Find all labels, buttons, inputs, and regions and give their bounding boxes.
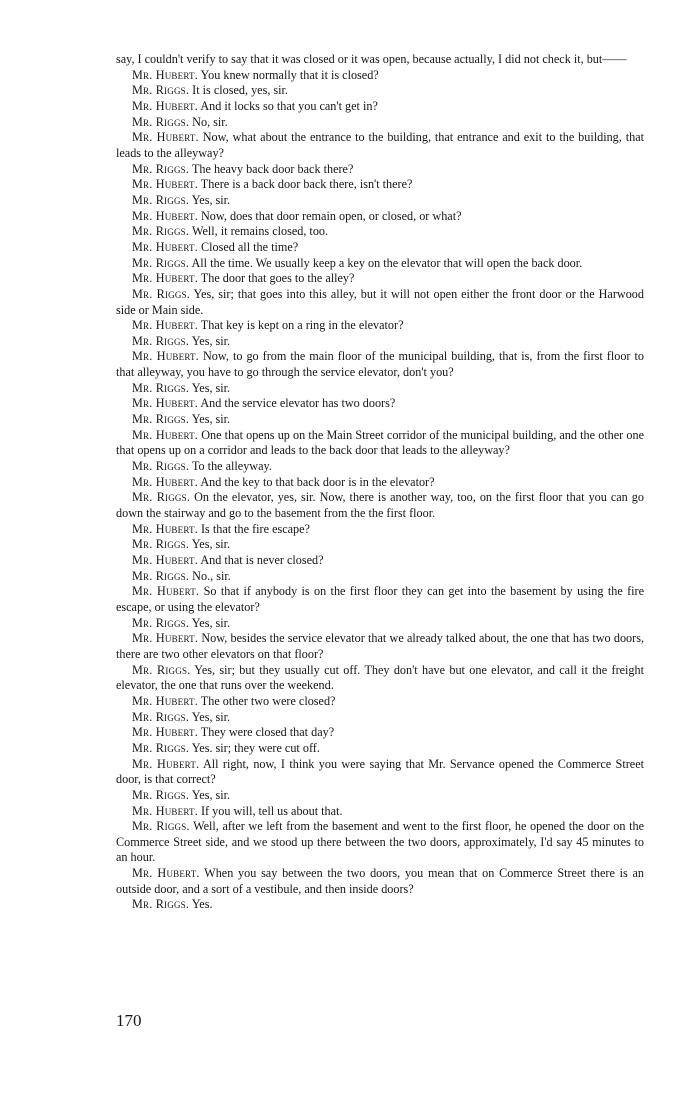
transcript-paragraph [116,897,644,913]
speaker-name: Mr. Hubert. [132,584,200,599]
transcript-paragraph [116,584,644,615]
speech-text: Now, what about the entrance to the building, that entrance and exit to the building, that leads to the alleyway? [116,130,644,160]
speaker-name: Mr. Riggs. [132,787,190,802]
speech-text: To the alleyway. [189,459,272,474]
speech-text: They were closed that day? [197,725,335,740]
transcript-paragraph [116,553,644,569]
speaker-name: Mr. Hubert. [132,396,198,411]
transcript-paragraph [116,381,644,397]
transcript-paragraph [116,490,644,521]
speech-text: So that if anybody is on the first floor they can get into the basement by using the fire escape, or using the elevator? [116,584,644,614]
transcript-paragraph [116,757,644,788]
speech-text: The heavy back door back there? [189,161,354,176]
speech-text: say, I couldn't verify to say that it was closed or it was open, because actually, I did not check it, but—— [116,52,627,66]
transcript-paragraph [116,569,644,585]
speech-text: When you say between the two doors, you mean that on Commerce Street there is an outside door, and a sort of a vestibule, and then inside doors? [116,866,644,896]
transcript-paragraph [116,177,644,193]
speaker-name: Mr. Hubert. [132,803,198,818]
speech-text: Yes, sir. [189,537,231,552]
speaker-name: Mr. Hubert. [132,318,198,333]
speech-text: The other two were closed? [197,693,336,708]
speaker-name: Mr. Riggs. [132,568,190,583]
transcript-paragraph [116,209,644,225]
transcript-paragraph [116,459,644,475]
speech-text: No., sir. [189,568,231,583]
speech-text: Yes. [189,897,213,912]
transcript-paragraph [116,741,644,757]
speaker-name: Mr. Riggs. [132,380,190,395]
speech-text: And it locks so that you can't get in? [197,98,378,113]
transcript-paragraph [116,412,644,428]
speaker-name: Mr. Hubert. [132,866,200,881]
transcript-paragraph [116,537,644,553]
transcript-paragraph [116,616,644,632]
speech-text: Yes, sir. [189,380,231,395]
speech-text: On the elevator, yes, sir. Now, there is another way, too, on the first floor that you can go down the stairway and go to the basement from the the first floor. [116,490,644,521]
speaker-name: Mr. Riggs. [132,662,191,677]
speech-text: Yes, sir; that goes into this alley, but it will not open either the front door or the Harwood side or Main side. [116,286,644,317]
speech-text: You knew normally that it is closed? [197,67,379,82]
speaker-name: Mr. Riggs. [132,537,190,552]
speech-text: There is a back door back there, isn't there? [197,177,413,192]
speech-text: Yes, sir; but they usually cut off. They don't have but one elevator, and call it the freight elevator, the one that runs over the weekend. [116,662,644,693]
speech-text: Well, after we left from the basement and went to the first floor, he opened the door on the Commerce Street side, and we stood up there between the two doors, approximately, I'd say 45 minutes to an hour. [116,819,644,865]
transcript-paragraph [116,396,644,412]
transcript-paragraph [116,663,644,694]
speech-text: It is closed, yes, sir. [189,83,288,98]
speech-text: And that is never closed? [197,553,324,567]
speaker-name: Mr. Riggs. [132,459,190,474]
speech-text: Yes, sir. [189,787,231,802]
speech-text: The door that goes to the alley? [197,271,355,286]
speech-text: Yes, sir. [189,333,231,348]
testimony-text [116,52,644,913]
speaker-name: Mr. Riggs. [132,490,191,505]
speech-text: Closed all the time? [197,239,299,254]
speech-text: Is that the fire escape? [197,521,310,536]
speech-text: All the time. We usually keep a key on the elevator that will open the back door. [189,255,583,270]
speaker-name: Mr. Riggs. [132,224,190,239]
speaker-name: Mr. Hubert. [132,631,199,646]
speech-text: And the key to that back door is in the elevator? [197,474,435,489]
page-number: 170 [116,1011,142,1030]
transcript-paragraph [116,804,644,820]
transcript-paragraph [116,428,644,459]
speaker-name: Mr. Hubert. [132,98,198,113]
transcript-paragraph [116,866,644,897]
speaker-name: Mr. Hubert. [132,725,198,740]
transcript-paragraph [116,99,644,115]
speech-text: Now, besides the service elevator that we already talked about, the one that has two doors, there are two other elevators on that floor? [116,631,644,661]
transcript-paragraph [116,475,644,491]
speaker-name: Mr. Hubert. [132,474,198,489]
transcript-paragraph [116,83,644,99]
transcript-paragraph [116,819,644,866]
transcript-paragraph [116,193,644,209]
speaker-name: Mr. Hubert. [132,521,198,536]
speaker-name: Mr. Riggs. [132,615,190,630]
speaker-name: Mr. Riggs. [132,255,190,270]
speaker-name: Mr. Hubert. [132,208,198,223]
speaker-name: Mr. Hubert. [132,130,199,145]
speaker-name: Mr. Riggs. [132,286,191,301]
speaker-name: Mr. Hubert. [132,239,198,254]
speaker-name: Mr. Riggs. [132,83,190,98]
transcript-paragraph [116,631,644,662]
transcript-paragraph [116,52,644,68]
speech-text: One that opens up on the Main Street corridor of the municipal building, and the other one that opens up on a corridor and leads to the back door that leads to the alleyway? [116,427,644,458]
speaker-name: Mr. Hubert. [132,177,198,192]
speaker-name: Mr. Riggs. [132,333,190,348]
speaker-name: Mr. Hubert. [132,553,198,567]
transcript-paragraph [116,349,644,380]
speaker-name: Mr. Riggs. [132,114,190,129]
transcript-paragraph [116,710,644,726]
speech-text: And the service elevator has two doors? [197,396,396,411]
speech-text: All right, now, I think you were saying that Mr. Servance opened the Commerce Street door, is that correct? [116,756,644,787]
speech-text: Now, to go from the main floor of the municipal building, that is, from the first floor to that alleyway, you have to go through the service elevator, don't you? [116,349,645,380]
transcript-paragraph [116,224,644,240]
speaker-name: Mr. Riggs. [132,412,190,427]
transcript-paragraph [116,240,644,256]
speech-text: No, sir. [189,114,228,129]
transcript-paragraph [116,334,644,350]
transcript-paragraph [116,287,644,318]
speech-text: Yes, sir. [189,615,231,630]
speech-text: That key is kept on a ring in the elevator? [197,318,404,333]
transcript-paragraph [116,68,644,84]
speaker-name: Mr. Riggs. [132,192,190,207]
speech-text: Yes, sir. [189,709,231,724]
speech-text: If you will, tell us about that. [197,803,343,818]
transcript-paragraph [116,115,644,131]
transcript-paragraph [116,162,644,178]
speaker-name: Mr. Riggs. [132,161,190,176]
speaker-name: Mr. Hubert. [132,693,198,708]
transcript-paragraph [116,522,644,538]
speech-text: Well, it remains closed, too. [189,224,329,239]
transcript-paragraph [116,256,644,272]
speaker-name: Mr. Riggs. [132,897,190,912]
speaker-name: Mr. Hubert. [132,67,198,82]
speaker-name: Mr. Hubert. [132,427,199,442]
speaker-name: Mr. Hubert. [132,271,198,286]
transcript-paragraph [116,694,644,710]
speech-text: Yes. sir; they were cut off. [189,740,320,755]
transcript-paragraph [116,130,644,161]
speech-text: Yes, sir. [189,192,231,207]
transcript-paragraph [116,271,644,287]
speaker-name: Mr. Riggs. [132,709,190,724]
speech-text: Now, does that door remain open, or closed, or what? [197,208,462,223]
transcript-paragraph [116,318,644,334]
speaker-name: Mr. Hubert. [132,349,199,364]
speaker-name: Mr. Riggs. [132,740,190,755]
speaker-name: Mr. Hubert. [132,756,200,771]
transcript-paragraph [116,725,644,741]
speech-text: Yes, sir. [189,412,231,427]
speaker-name: Mr. Riggs. [132,819,190,834]
transcript-paragraph [116,788,644,804]
